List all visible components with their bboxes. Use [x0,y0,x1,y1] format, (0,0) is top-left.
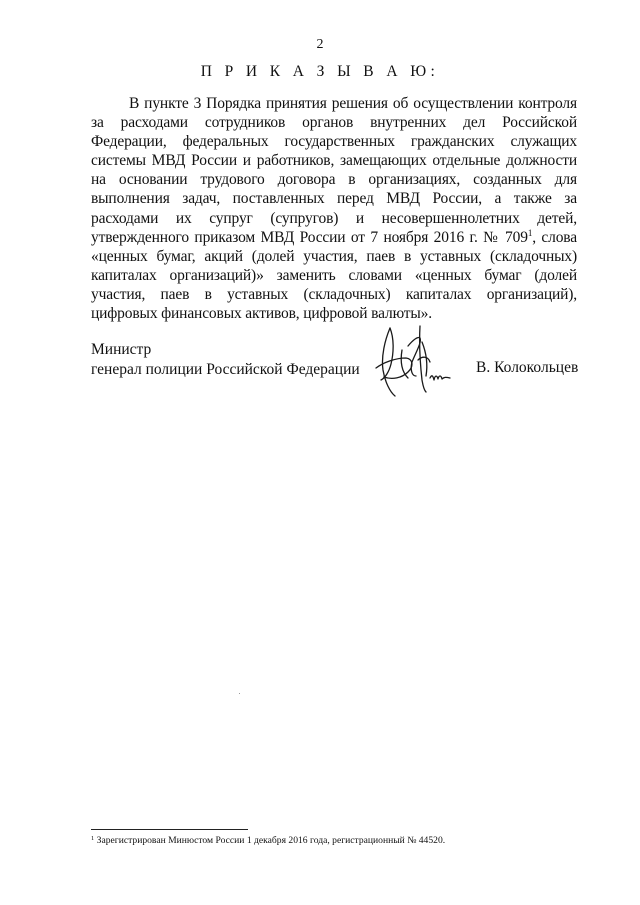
page-number: 2 [316,37,324,52]
footnote-text: Зарегистрирован Минюстом России 1 декабря 2016 года, регистрационный № 44520. [94,835,446,846]
signatory-position-line1: Министр [91,341,152,358]
signatory-position [91,340,360,380]
order-paragraph [91,94,577,323]
handwritten-signature [366,322,458,398]
paragraph-text-main: В пункте 3 Порядка принятия решения об осуществлении контроля за расходами сотрудников органов внутренних дел Российской Федерации, федеральных государственных гражданских служащих системы МВД России и работников, замещающих отдельные должности на основании трудового договора в организациях, созданных для выполнения задач, поставленных перед МВД России, а также за расходами их супруг (супругов) и несовершеннолетних детей, утвержденного приказом МВД России от 7 ноября 2016 г. № 709 [91,95,577,246]
footnote-reference: 1 [527,227,533,238]
footnote-separator [91,829,248,830]
scan-speck [239,693,240,694]
footnote [91,835,591,847]
signatory-position-line2: генерал полиции Российской Федерации [91,361,360,378]
paragraph-text-continued: , слова «ценных бумаг, акций (долей участия, паев в уставных (складочных) капиталах организаций)» заменить словами «ценных бумаг (долей участия, паев в уставных (складочных) капиталах организаций), цифровых финансовых активов, цифровой валюты». [91,228,577,323]
signatory-name: В. Колокольцев [476,359,579,376]
footnote-marker: 1 [91,835,95,842]
order-heading: П Р И К А З Ы В А Ю: [200,63,440,80]
